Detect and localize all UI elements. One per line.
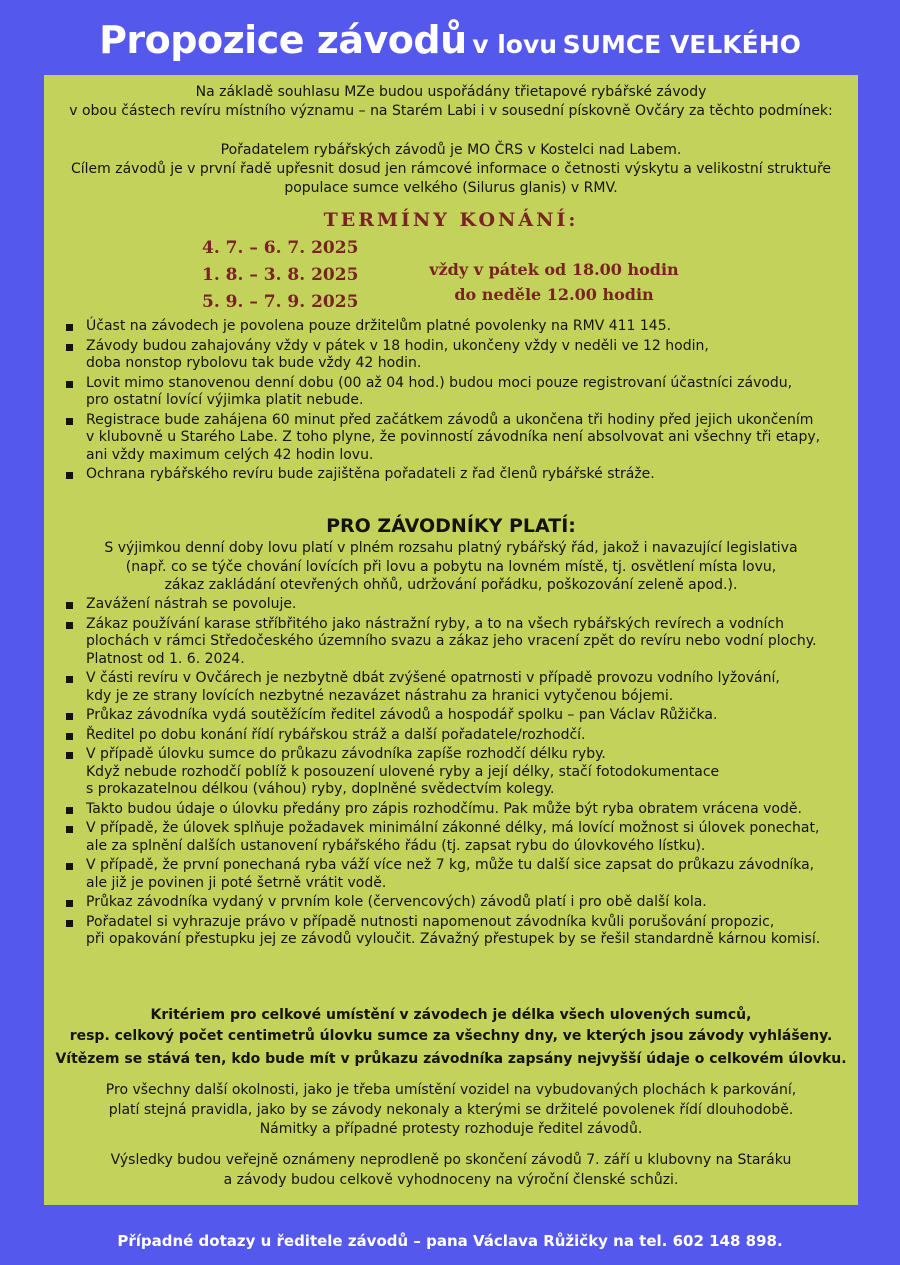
- rule-item: [44, 318, 858, 336]
- contact-footer: Případné dotazy u ředitele závodů – pana Václava Růžičky na tel. 602 148 898.: [117, 1232, 783, 1250]
- rule-item: [44, 746, 858, 799]
- section-intro-line: zákaz zakládání otevřených ohňů, udržování pořádku, poškozování zeleně apod.).: [164, 577, 738, 593]
- criteria-line: resp. celkový počet centimetrů úlovku sumce za všechny dny, ve kterých jsou závody vyhlášeny.: [69, 1028, 833, 1044]
- terms-heading: TERMÍNY KONÁNÍ:: [323, 209, 579, 231]
- rule-text-line: pro ostatní lovící výjimka platit nebude.: [86, 392, 364, 408]
- intro-line: Na základě souhlasu MZe budou uspořádány třietapové rybářské závody: [195, 84, 707, 100]
- rule-text-line: ani vždy maximum celých 42 hodin lovu.: [86, 446, 374, 463]
- date-range: 1. 8. – 3. 8. 2025: [202, 265, 359, 285]
- rule-item: [44, 820, 858, 855]
- page-title: [0, 18, 900, 70]
- rule-text-line: V části revíru v Ovčárech je nezbytně dbát zvýšené opatrnosti v případě provozu vodního lyžování,: [86, 670, 780, 686]
- objections-line: Námitky a případné protesty rozhoduje ředitel závodů.: [259, 1121, 643, 1137]
- intro-line: v obou částech revíru místního významu – na Starém Labi i v sousední pískovně Ovčáry za těchto podmínek:: [69, 103, 833, 119]
- winner-line: Vítězem se stává ten, kdo bude mít v průkazu závodníka zapsány nejvyšší údaje o celkovém úlovku.: [55, 1051, 847, 1067]
- results-line: a závody budou celkově vyhodnoceny na výroční členské schůzi.: [223, 1171, 679, 1188]
- title-mid: v lovu: [472, 30, 558, 59]
- rule-text-line: Závody budou zahajovány vždy v pátek v 18 hodin, ukončeny vždy v neděli ve 12 hodin,: [86, 337, 709, 354]
- title-species: SUMCE VELKÉHO: [562, 30, 801, 59]
- rule-text-line: Průkaz závodníka vydá soutěžícím ředitel závodů a hospodář spolku – pan Václav Růžička.: [86, 707, 718, 723]
- rule-text-line: Lovit mimo stanovenou denní dobu (00 až 04 hod.) budou moci pouze registrovaní účastníci závodu,: [86, 374, 793, 391]
- rule-item: [44, 707, 858, 725]
- rule-text-line: s prokazatelnou délkou (váhou) ryby, doplněné svědectvím kolegy.: [86, 781, 555, 797]
- section-intro: [44, 539, 858, 595]
- rule-item: [44, 914, 858, 949]
- results-block: [44, 1151, 858, 1190]
- goal-line: populace sumce velkého (Silurus glanis) v RMV.: [284, 180, 618, 196]
- goal-line: Cílem závodů je v první řadě upřesnit dosud jen rámcové informace o četnosti výskytu a velikostní struktuře: [70, 161, 832, 177]
- dates-list: [202, 235, 392, 316]
- results-line: Výsledky budou veřejně oznámeny neprodleně po skončení závodů 7. září u klubovny na Staráku: [110, 1152, 792, 1168]
- other-block: [44, 1081, 858, 1140]
- title-main: Propozice závodů: [99, 18, 467, 62]
- other-line: Pro všechny další okolnosti, jako je třeba umístění vozidel na vybudovaných plochách k parkování,: [105, 1082, 797, 1098]
- date-range: 5. 9. – 7. 9. 2025: [202, 292, 359, 312]
- other-line: platí stejná pravidla, jako by se závody nekonaly a kterými se držitelé povolenek řídí dlouhodobě.: [108, 1101, 794, 1118]
- rule-item: [44, 412, 858, 465]
- competitor-rules-list: [44, 596, 858, 951]
- rule-text-line: Když nebude rozhodčí poblíž k posouzení ulovené ryby a její délky, stačí fotodokumentace: [86, 763, 720, 780]
- criteria-block: [44, 1005, 858, 1047]
- rule-text-line: v klubovně u Starého Labe. Z toho plyne, že povinností závodníka není absolvovat ani všechny tři etapy,: [86, 429, 821, 445]
- rule-item: [44, 894, 858, 912]
- rule-item: [44, 466, 858, 484]
- rule-item: [44, 857, 858, 892]
- intro-block: [44, 83, 858, 198]
- rule-text-line: Průkaz závodníka vydaný v prvním kole (červencových) závodů platí i pro obě další kola.: [86, 894, 707, 910]
- rule-text-line: Zákaz používání karase stříbřitého jako nástražní ryby, a to na všech rybářských revírech a vodních: [86, 615, 785, 632]
- criteria-line: Kritériem pro celkové umístění v závodech je délka všech ulovených sumců,: [150, 1007, 752, 1023]
- organizer-line: Pořadatelem rybářských závodů je MO ČRS v Kostelci nad Labem.: [220, 142, 682, 158]
- rule-text-line: Pořadatel si vyhrazuje právo v případě nutnosti napomenout závodníka kvůli porušování propozic,: [86, 913, 775, 930]
- rule-text-line: V případě úlovku sumce do průkazu závodníka zapíše rozhodčí délku ryby.: [86, 746, 606, 762]
- rule-text-line: při opakování přestupku jej ze závodů vyloučit. Závažný přestupek by se řešil standardně kárnou komisí.: [86, 931, 821, 947]
- rule-text-line: Ředitel po dobu konání řídí rybářskou stráž a další pořadatele/rozhodčí.: [86, 726, 586, 743]
- rule-text-line: plochách v rámci Středočeského územního svazu a zákaz jeho vracení zpět do revíru nebo vodní plochy.: [86, 633, 817, 649]
- rule-item: [44, 596, 858, 614]
- rule-text-line: kdy je ze strany lovících nezbytné nezavázet nástrahu za hranici vytyčenou bójemi.: [86, 687, 674, 704]
- rule-text-line: ale již je povinen ji poté šetrně vrátit vodě.: [86, 874, 387, 891]
- rule-text-line: Ochrana rybářského revíru bude zajištěna pořadateli z řad členů rybářské stráže.: [86, 466, 655, 482]
- general-rules-list: [44, 318, 858, 486]
- rule-item: [44, 616, 858, 669]
- section-intro-line: S výjimkou denní doby lovu platí v plném rozsahu platný rybářský řád, jakož i navazující legislativa: [104, 540, 798, 556]
- rule-item: [44, 338, 858, 373]
- date-range: 4. 7. – 6. 7. 2025: [202, 238, 359, 258]
- rule-text-line: V případě, že úlovek splňuje požadavek minimální zákonné délky, má lovící možnost si úlovek ponechat,: [86, 820, 820, 836]
- rule-text-line: Zavážení nástrah se povoluje.: [86, 596, 297, 612]
- rule-text-line: Účast na závodech je povolena pouze držitelům platné povolenky na RMV 411 145.: [86, 318, 672, 334]
- rule-item: [44, 375, 858, 410]
- section-heading: PRO ZÁVODNÍKY PLATÍ:: [326, 515, 576, 537]
- content-panel: [44, 75, 858, 1205]
- rule-text-line: doba nonstop rybolovu tak bude vždy 42 hodin.: [86, 355, 422, 371]
- time-span: [404, 257, 704, 307]
- time-line: vždy v pátek od 18.00 hodin: [429, 260, 679, 279]
- rule-item: [44, 727, 858, 745]
- rule-text-line: Takto budou údaje o úlovku předány pro zápis rozhodčímu. Pak může být ryba obratem vrácena vodě.: [86, 800, 802, 817]
- rule-item: [44, 801, 858, 819]
- rule-text-line: V případě, že první ponechaná ryba váží více než 7 kg, může tu další sice zapsat do průkazu závodníka,: [86, 857, 815, 873]
- rule-text-line: Platnost od 1. 6. 2024.: [86, 650, 245, 667]
- rule-item: [44, 670, 858, 705]
- rule-text-line: ale za splnění dalších ustanovení rybářského řádu (tj. zapsat rybu do úlovkového lístku).: [86, 837, 706, 854]
- section-intro-line: (např. co se týče chování lovících při lovu a pobytu na lovném místě, tj. osvětlení místa lovu,: [125, 558, 777, 575]
- time-line: do neděle 12.00 hodin: [454, 285, 654, 304]
- rule-text-line: Registrace bude zahájena 60 minut před začátkem závodů a ukončena tři hodiny před jejich ukončením: [86, 411, 814, 428]
